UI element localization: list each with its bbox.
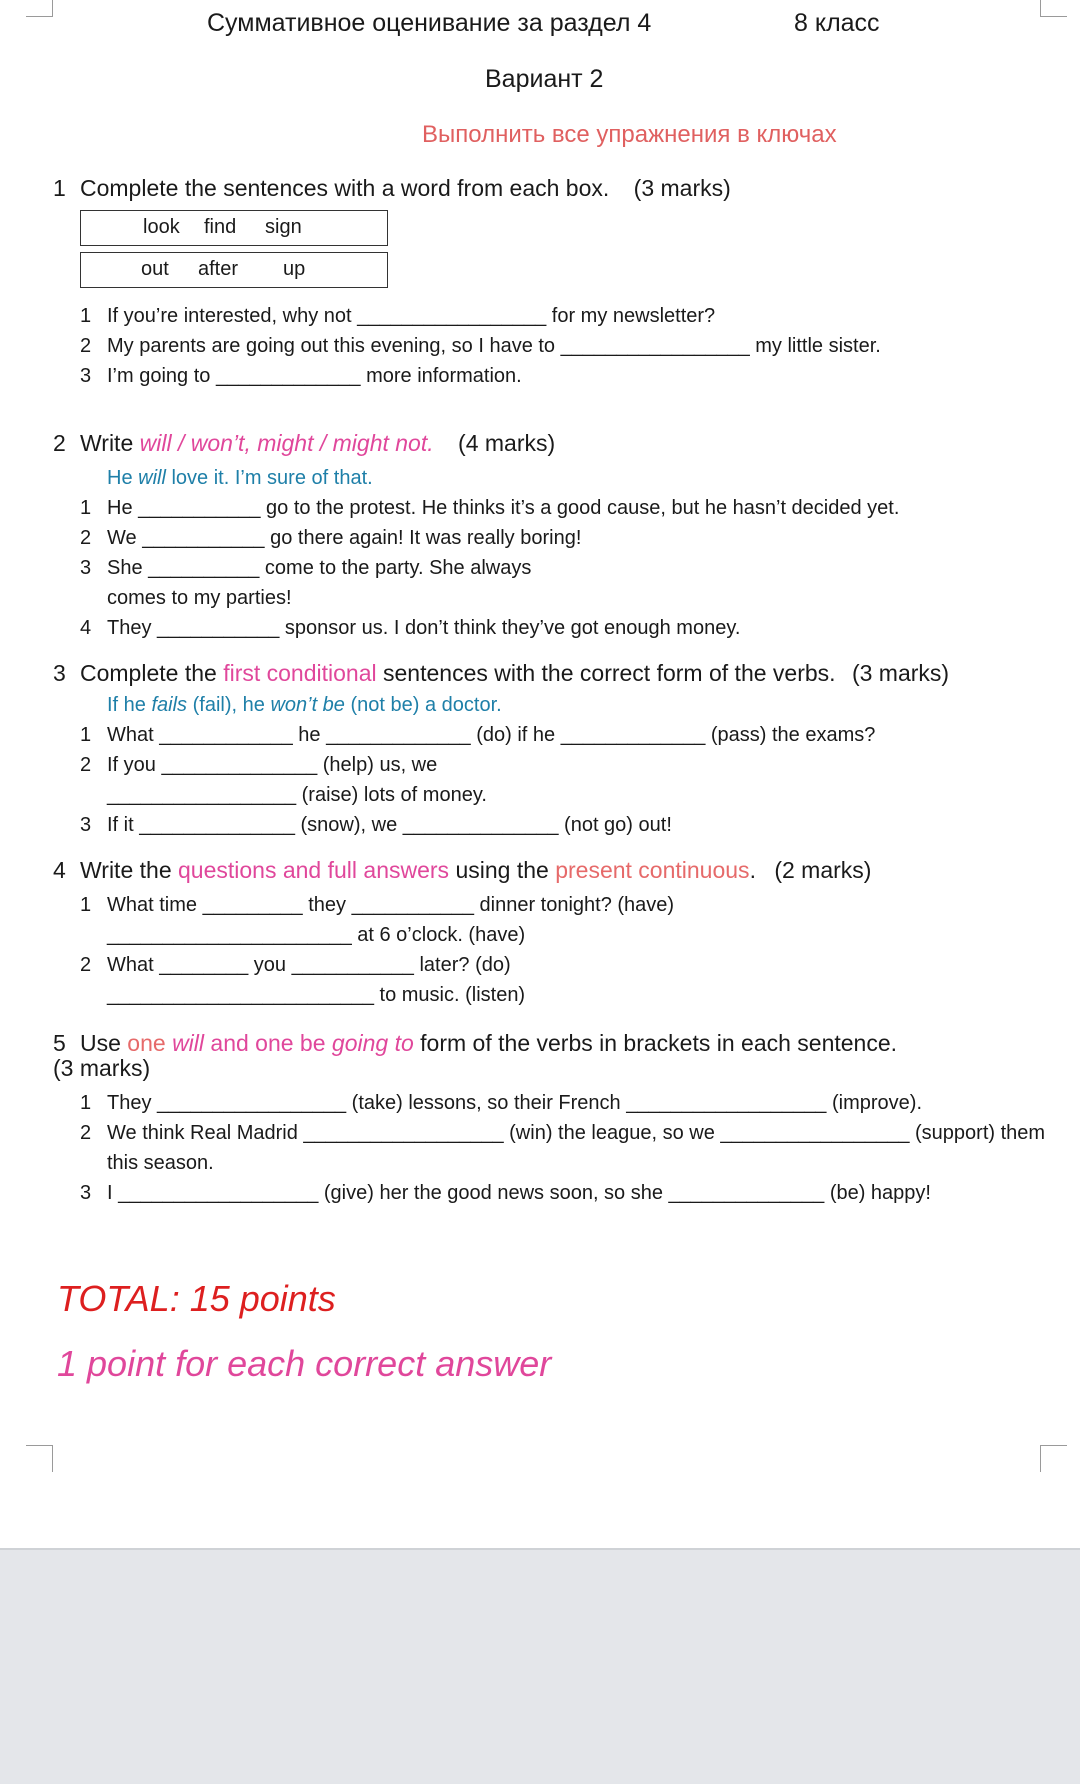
item-text: If it ______________ (snow), we ______________ (not go) out! [107, 814, 672, 836]
q3-item [80, 784, 487, 807]
word-box-2-word: after [198, 258, 239, 280]
word-box-2-word: out [141, 258, 169, 280]
item-text: He ___________ go to the protest. He thinks it’s a good cause, but he hasn’t decided yet. [107, 497, 900, 519]
item-number: 3 [80, 365, 92, 387]
q4-text: . [749, 857, 756, 883]
item-text: _________________ (raise) lots of money. [107, 784, 487, 806]
q3-item [80, 724, 875, 747]
q2-write: Write [80, 430, 134, 456]
q5-highlight: and one be [210, 1030, 326, 1056]
q4-item [80, 924, 525, 947]
item-number: 1 [80, 497, 92, 519]
q4-highlight: present continuous [555, 857, 750, 883]
q3-text: sentences with the correct form of the verbs. [383, 660, 836, 686]
item-number: 1 [80, 894, 92, 916]
example-text: If he [107, 694, 146, 716]
q5-text: form of the verbs in brackets in each sentence. [420, 1030, 898, 1056]
q5-item [80, 1122, 1045, 1145]
q2-item [80, 617, 740, 640]
q2-item [80, 587, 292, 610]
item-text: ______________________ at 6 o’clock. (have) [107, 924, 526, 946]
q4-item [80, 984, 525, 1007]
word-box-2-word: up [283, 258, 306, 280]
item-text: They ___________ sponsor us. I don’t think they’ve got enough money. [107, 617, 741, 639]
item-text: She __________ come to the party. She always [107, 557, 532, 579]
document-title: Суммативное оценивание за раздел 4 [207, 9, 652, 37]
item-number: 3 [80, 814, 92, 836]
example-text: (fail), he [192, 694, 265, 716]
q3-item [80, 754, 437, 777]
q3-highlight: first conditional [223, 660, 377, 686]
item-text: What ________ you ___________ later? (do) [107, 954, 511, 976]
q1-marks: (3 marks) [633, 175, 731, 201]
q4-text: Write the [80, 857, 172, 883]
example-text: fails [151, 694, 188, 716]
q5-marks: (3 marks) [53, 1055, 151, 1081]
word-box-1-word: sign [265, 216, 302, 238]
item-text: If you ______________ (help) us, we [107, 754, 438, 776]
item-number: 2 [80, 754, 92, 776]
q3-marks: (3 marks) [851, 660, 950, 686]
q3-item [80, 814, 672, 837]
example-text: (not be) a doctor. [350, 694, 502, 716]
item-number: 2 [80, 1122, 92, 1144]
q4-item [80, 954, 511, 977]
item-number: 1 [80, 305, 92, 327]
q4-text: using the [455, 857, 549, 883]
q2-item [80, 557, 531, 580]
q5-item [80, 1092, 922, 1115]
item-text: this season. [107, 1152, 214, 1174]
q4-highlight: questions and full answers [178, 857, 450, 883]
q4-number: 4 [53, 857, 66, 883]
q4-marks: (2 marks) [774, 857, 872, 883]
q4-heading [53, 857, 871, 884]
word-box-1-word: find [204, 216, 237, 238]
q4-item [80, 894, 674, 917]
q1-item [80, 305, 715, 328]
variant-label: Вариант 2 [485, 65, 604, 93]
item-number: 2 [80, 335, 92, 357]
item-number: 2 [80, 954, 92, 976]
q2-example [107, 467, 373, 490]
item-text: I’m going to _____________ more information. [107, 365, 522, 387]
q1-text: Complete the sentences with a word from each box. [80, 175, 610, 201]
item-number: 1 [80, 1092, 92, 1114]
q1-item [80, 335, 881, 358]
item-text: ________________________ to music. (listen) [107, 984, 526, 1006]
item-text: comes to my parties! [107, 587, 292, 609]
word-box-1-word: look [143, 216, 180, 238]
example-text: love it. I’m sure of that. [171, 467, 373, 489]
q5-text: Use [80, 1030, 121, 1056]
item-text: I __________________ (give) her the good news soon, so she ______________ (be) happy! [107, 1182, 931, 1204]
word-box-1 [80, 210, 388, 246]
instruction-text: Выполнить все упражнения в ключах [422, 121, 837, 148]
page-corner-mark [1040, 0, 1067, 17]
q5-number: 5 [53, 1030, 66, 1056]
q5-highlight: going to [331, 1030, 414, 1056]
item-text: We ___________ go there again! It was really boring! [107, 527, 582, 549]
q2-number: 2 [53, 430, 66, 456]
q5-highlight: one [127, 1030, 166, 1056]
q5-heading [53, 1030, 897, 1057]
word-box-2 [80, 252, 388, 288]
page-corner-mark [1040, 1445, 1067, 1472]
q3-text: Complete the [80, 660, 217, 686]
q1-number: 1 [53, 175, 66, 201]
q1-heading [53, 175, 731, 202]
item-text: My parents are going out this evening, so I have to _________________ my little sister. [107, 335, 881, 357]
q3-number: 3 [53, 660, 66, 686]
item-text: What time _________ they ___________ dinner tonight? (have) [107, 894, 675, 916]
q5-item [80, 1182, 931, 1205]
q2-item [80, 497, 899, 520]
example-text: won’t be [270, 694, 345, 716]
q2-heading [53, 430, 555, 457]
q5-item [80, 1152, 214, 1175]
total-points: TOTAL: 15 points [57, 1278, 336, 1319]
q2-item [80, 527, 581, 550]
item-number: 4 [80, 617, 92, 639]
item-text: We think Real Madrid __________________ (win) the league, so we _________________ (support) them [107, 1122, 1046, 1144]
q3-example [107, 694, 502, 717]
example-text: He [107, 467, 133, 489]
example-text: will [138, 467, 166, 489]
q2-options: will / won’t, might / might not. [139, 430, 434, 456]
item-number: 3 [80, 557, 92, 579]
item-number: 1 [80, 724, 92, 746]
item-text: What ____________ he _____________ (do) if he _____________ (pass) the exams? [107, 724, 876, 746]
item-text: If you’re interested, why not _________________ for my newsletter? [107, 305, 716, 327]
q2-marks: (4 marks) [458, 430, 556, 456]
page-corner-mark [26, 1445, 53, 1472]
q5-highlight: will [172, 1030, 205, 1056]
item-number: 3 [80, 1182, 92, 1204]
q3-heading [53, 660, 949, 687]
scoring-note: 1 point for each correct answer [57, 1343, 552, 1384]
grade-label: 8 класс [794, 9, 880, 37]
q1-item [80, 365, 522, 388]
page-corner-mark [26, 0, 53, 17]
item-text: They _________________ (take) lessons, so their French __________________ (improve). [107, 1092, 922, 1114]
item-number: 2 [80, 527, 92, 549]
